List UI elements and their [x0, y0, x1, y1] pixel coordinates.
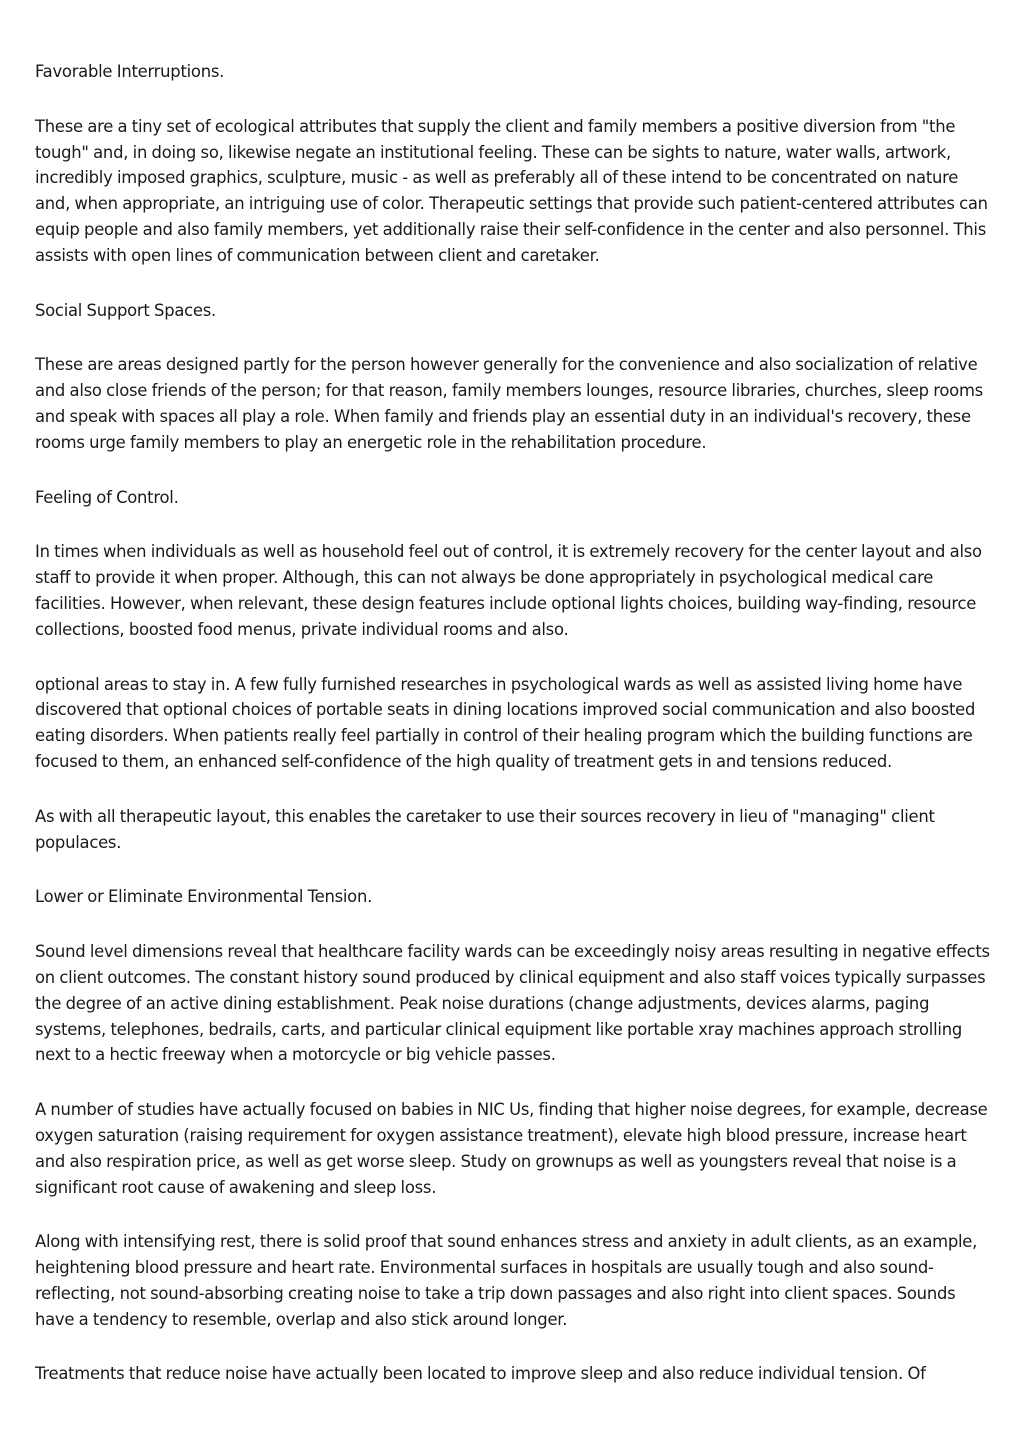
heading-environmental-tension: Lower or Eliminate Environmental Tension. — [35, 887, 373, 907]
paragraph-feeling-of-control: In times when individuals as well as household feel out of control, it is extremely recovery for the center layout and also staff to provide it when proper. Although, this can not always be done appropriately in psychological medical care facilities. However, when relevant, these design features include optional lights choices, building way-finding, resource collections, boosted food menus, private individual rooms and also. — [35, 542, 982, 639]
paragraph-stress-anxiety: Along with intensifying rest, there is solid proof that sound enhances stress and anxiety in adult clients, as an example, heightening blood pressure and heart rate. Environmental surfaces in hospitals are usually tough and also sound-reflecting, not sound-absorbing creating noise to take a trip down passages and also right into client spaces. Sounds have a tendency to resemble, overlap and also stick around longer. — [35, 1232, 978, 1329]
paragraph-favorable-interruptions: These are a tiny set of ecological attributes that supply the client and family members a positive diversion from "the tough" and, in doing so, likewise negate an institutional feeling. These can be sights to nature, water walls, artwork, incredibly imposed graphics, sculpture, music - as well as preferably all of these intend to be concentrated on nature and, when appropriate, an intriguing use of color. Therapeutic settings that provide such patient-centered attributes can equip people and also family members, yet additionally raise their self-confidence in the center and also personnel. This assists with open lines of communication between client and caretaker. — [35, 116, 988, 265]
heading-feeling-of-control: Feeling of Control. — [35, 487, 179, 507]
paragraph-social-support-spaces: These are areas designed partly for the person however generally for the convenience and also socialization of relative and also close friends of the person; for that reason, family members lounges, resource libraries, churches, sleep rooms and speak with spaces all play a role. When family and friends play an essential duty in an individual's recovery, these rooms urge family members to play an energetic role in the rehabilitation procedure. — [35, 355, 983, 452]
heading-favorable-interruptions: Favorable Interruptions. — [35, 62, 225, 81]
paragraph-sound-level: Sound level dimensions reveal that healthcare facility wards can be exceedingly noisy areas resulting in negative effects on client outcomes. The constant history sound produced by clinical equipment and also staff voices typically surpasses the degree of an active dining establishment. Peak noise durations (change adjustments, devices alarms, paging systems, telephones, bedrails, carts, and particular clinical equipment like portable xray machines approach strolling next to a hectic freeway when a motorcycle or big vehicle passes. — [35, 942, 990, 1065]
paragraph-optional-areas: optional areas to stay in. A few fully furnished researches in psychological wards as well as assisted living home have discovered that optional choices of portable seats in dining locations improved social communication and also boosted eating disorders. When patients really feel partially in control of their healing program which the building functions are focused to them, an enhanced self-confidence of the high quality of treatment gets in and tensions reduced. — [35, 674, 976, 771]
document-body — [35, 59, 995, 1416]
paragraph-treatments: Treatments that reduce noise have actually been located to improve sleep and also reduce individual tension. Of — [35, 1364, 926, 1384]
paragraph-therapeutic-layout: As with all therapeutic layout, this enables the caretaker to use their sources recovery in lieu of "managing" client populaces. — [35, 806, 935, 852]
heading-social-support-spaces: Social Support Spaces. — [35, 300, 217, 320]
paragraph-nicu-studies: A number of studies have actually focused on babies in NIC Us, finding that higher noise degrees, for example, decrease oxygen saturation (raising requirement for oxygen assistance treatment), elevate high blood pressure, increase heart and also respiration price, as well as get worse sleep. Study on grownups as well as youngsters reveal that noise is a significant root cause of awakening and sleep loss. — [35, 1100, 988, 1197]
